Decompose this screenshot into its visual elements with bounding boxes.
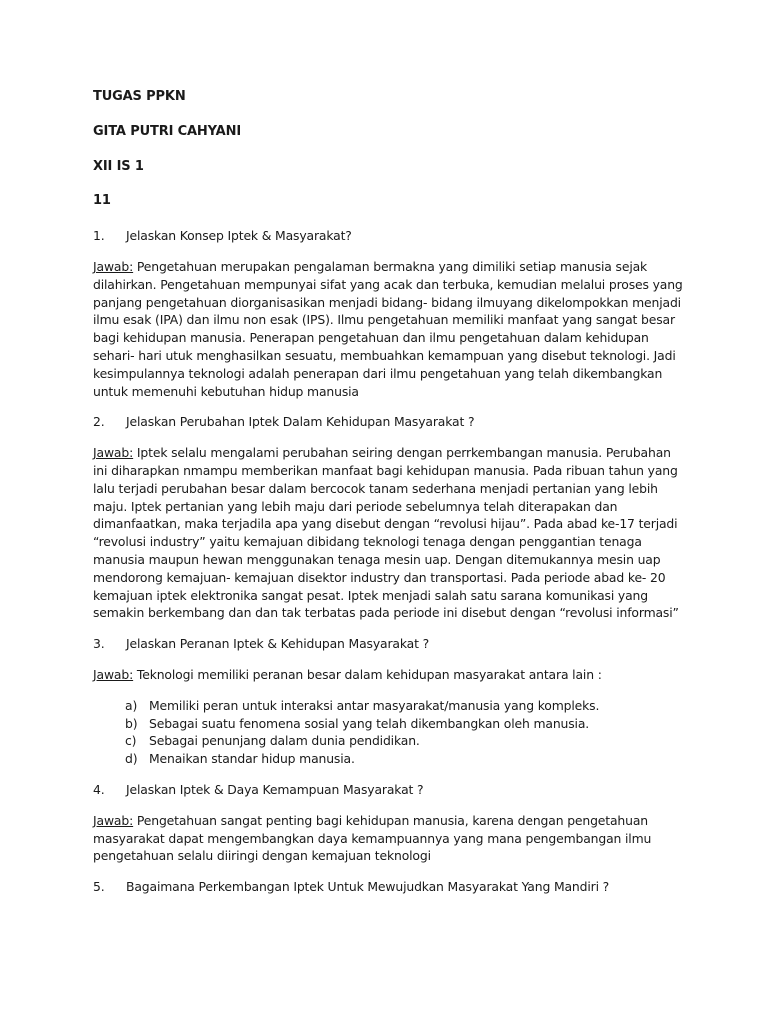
question-4 (93, 781, 683, 799)
question-text: Jelaskan Iptek & Daya Kemampuan Masyarakat ? (126, 781, 424, 797)
question-number: 4. (93, 781, 105, 797)
list-item-text: Menaikan standar hidup manusia. (149, 751, 355, 767)
list-item-label: b) (125, 715, 138, 731)
question-number: 1. (93, 228, 105, 244)
answer-text: Pengetahuan sangat penting bagi kehidupan manusia, karena dengan pengetahuan masyarakat dapat mengembangkan daya kemampuannya yang mana pengembangan ilmu pengetahuan selalu diiringi dengan kemajuan teknologi (93, 812, 652, 864)
question-text: Bagaimana Perkembangan Iptek Untuk Mewujudkan Masyarakat Yang Mandiri ? (126, 879, 610, 895)
list-item-label: a) (125, 697, 138, 713)
list-item-text: Sebagai penunjang dalam dunia pendidikan. (149, 733, 420, 749)
answer-text: Iptek selalu mengalami perubahan seiring dengan perrkembangan manusia. Perubahan ini diharapkan nmampu memberikan manfaat bagi kehidupan manusia. Pada ribuan tahun yang lalu terjadi perubahan besar dalam bercocok tanam sederhana menjadi pertanian yang lebih maju. Iptek pertanian yang lebih maju dari periode sebelumnya telah diterapakan dan dimanfaatkan, maka terjadila apa yang disebut dengan “revolusi hijau”. Pada abad ke-17 terjadi “revolusi industry” yaitu kemajuan dibidang teknologi tenaga dengan penggantian tenaga manusia maupun hewan menggunakan tenaga mesin uap. Dengan ditemukannya mesin uap mendorong kemajuan- kemajuan disektor industry dan transportasi. Pada periode abad ke- 20 kemajuan iptek elektronika sangat pesat. Iptek menjadi salah satu sarana komunikasi yang semakin berkembang dan dan tak terbatas pada periode ini disebut dengan “revolusi informasi” (93, 445, 679, 621)
question-text: Jelaskan Peranan Iptek & Kehidupan Masyarakat ? (126, 636, 430, 652)
question-number: 2. (93, 414, 105, 430)
student-class: XII IS 1 (93, 158, 144, 174)
answer-3 (93, 666, 683, 684)
answer-label: Jawab: (93, 812, 134, 828)
list-item (125, 750, 683, 768)
answer-text: Pengetahuan merupakan pengalaman bermakna yang dimiliki setiap manusia sejak dilahirkan. Pengetahuan mempunyai sifat yang acak dan terbuka, kemudian melalui proses yang panjang pengetahuan diorganisasikan menjadi bidang- bidang ilmuyang dikelompokkan menjadi ilmu esak (IPA) dan ilmu non esak (IPS). Ilmu pengetahuan memiliki manfaat yang sangat besar bagi kehidupan manusia. Penerapan pengetahuan dan ilmu pengetahuan dalam kehidupan sehari- hari utuk menghasilkan sesuatu, membuahkan kemampuan yang disebut teknologi. Jadi kesimpulannya teknologi adalah penerapan dari ilmu pengetahuan yang telah dikembangkan untuk memenuhi kebutuhan hidup manusia (93, 258, 683, 399)
answer-label: Jawab: (93, 666, 134, 682)
answer-label: Jawab: (93, 258, 134, 274)
student-name: GITA PUTRI CAHYANI (93, 123, 242, 139)
question-1 (93, 227, 683, 245)
list-item-label: d) (125, 751, 138, 767)
list-item (125, 732, 683, 750)
question-2 (93, 413, 683, 431)
list-item (125, 697, 683, 715)
student-number: 11 (93, 193, 111, 209)
answer-text: Teknologi memiliki peranan besar dalam kehidupan masyarakat antara lain : (133, 666, 602, 682)
answer-2 (93, 444, 683, 622)
list-item-text: Sebagai suatu fenomena sosial yang telah dikembangkan oleh manusia. (149, 715, 590, 731)
question-text: Jelaskan Perubahan Iptek Dalam Kehidupan Masyarakat ? (126, 414, 475, 430)
list-item-label: c) (125, 733, 137, 749)
question-number: 5. (93, 879, 105, 895)
answer-3-list (93, 697, 683, 768)
question-5 (93, 878, 683, 896)
question-number: 3. (93, 636, 105, 652)
document-page (93, 88, 683, 909)
list-item-text: Memiliki peran untuk interaksi antar masyarakat/manusia yang kompleks. (149, 697, 600, 713)
answer-4 (93, 812, 683, 865)
question-text: Jelaskan Konsep Iptek & Masyarakat? (126, 228, 352, 244)
question-3 (93, 635, 683, 653)
list-item (125, 715, 683, 733)
answer-1 (93, 258, 683, 400)
answer-label: Jawab: (93, 445, 134, 461)
doc-title: TUGAS PPKN (93, 89, 186, 104)
